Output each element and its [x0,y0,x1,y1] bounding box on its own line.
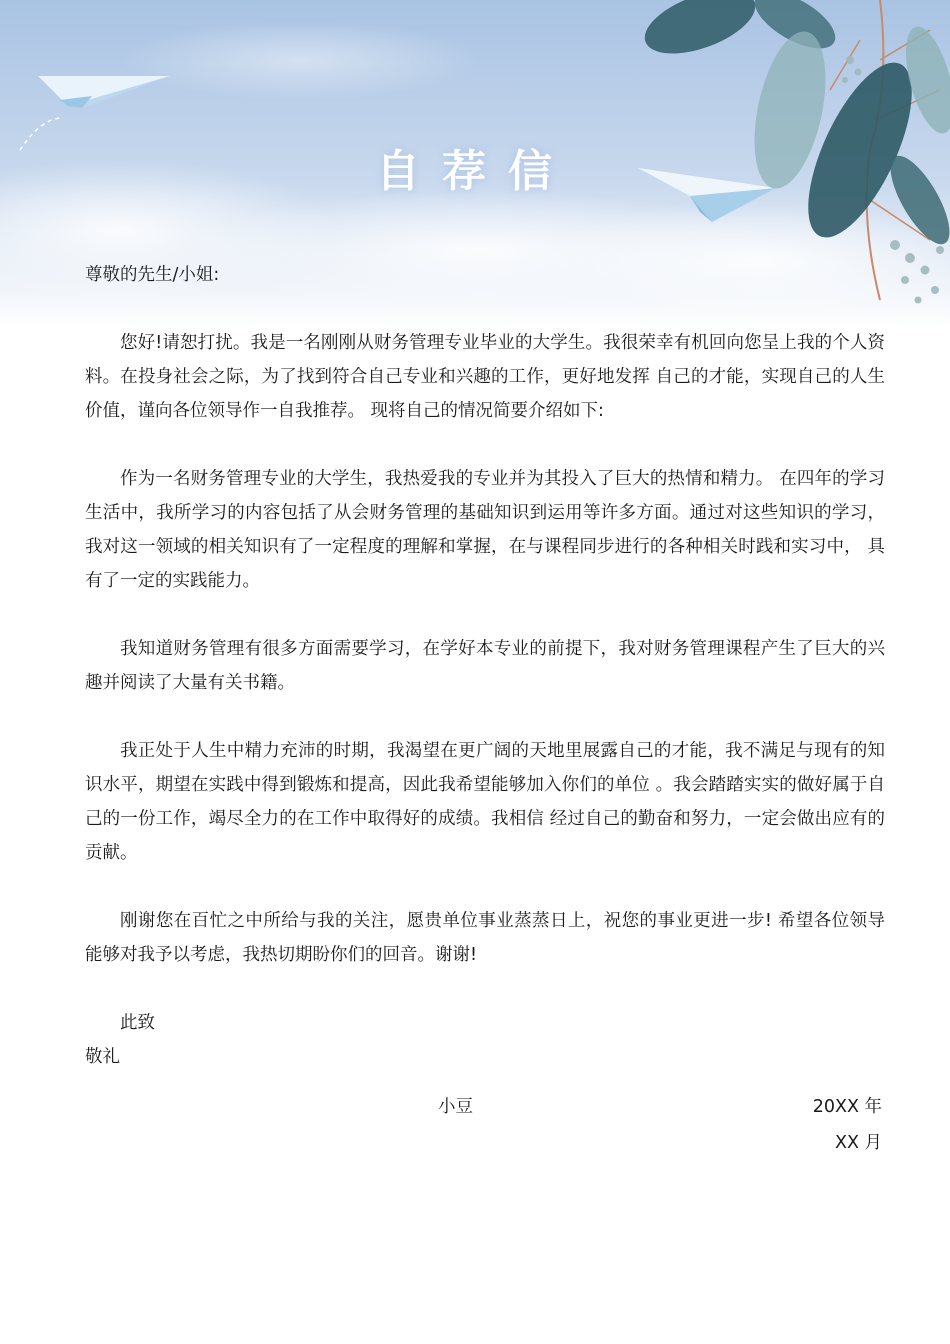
paragraph: 您好!请恕打扰。我是一名刚刚从财务管理专业毕业的大学生。我很荣幸有机回向您呈上我的个人资料。在投身社会之际，为了找到符合自己专业和兴趣的工作，更好地发挥 自己的才能，实现自己的人生价值，谨向各位领导作一自我推荐。 现将自己的情况简要介绍如下: [85,333,885,421]
signature-row [0,1090,950,1124]
date-month: XX 月 [834,1133,882,1153]
paragraph: 我知道财务管理有很多方面需要学习，在学好本专业的前提下，我对财务管理课程产生了巨大的兴趣并阅读了大量有关书籍。 [85,639,885,693]
salutation: 尊敬的先生/小姐: [85,265,220,285]
cloud [120,20,480,100]
date-year: 20XX 年 [812,1097,882,1117]
signer-name: 小豆 [438,1097,473,1117]
paragraph: 刚谢您在百忙之中所给与我的关注，愿贵单位事业蒸蒸日上，祝您的事业更进一步! 希望各位领导能够对我予以考虑，我热切期盼你们的回音。谢谢! [85,911,885,965]
closing-line: 敬礼 [85,1047,120,1067]
paragraph: 我正处于人生中精力充沛的时期，我渴望在更广阔的天地里展露自己的才能，我不满足与现有的知识水平，期望在实践中得到锻炼和提高，因此我希望能够加入你们的单位 。我会踏踏实实的做好属于自己的一份工作，竭尽全力的在工作中取得好的成绩。我相信 经过自己的勤奋和努力，一定会做出应有的贡献。 [85,741,885,863]
paragraph: 作为一名财务管理专业的大学生，我热爱我的专业并为其投入了巨大的热情和精力。 在四年的学习生活中，我所学习的内容包括了从会财务管理的基础知识到运用等许多方面。通过对这些知识的学习，我对这一领域的相关知识有了一定程度的理解和掌握，在与课程同步进行的各种相关时践和实习中， 具有了一定的实践能力。 [85,469,885,591]
letter-title: 自荐信 [376,146,574,197]
letter-body [85,258,885,1074]
closing-line: 此致 [120,1013,155,1033]
